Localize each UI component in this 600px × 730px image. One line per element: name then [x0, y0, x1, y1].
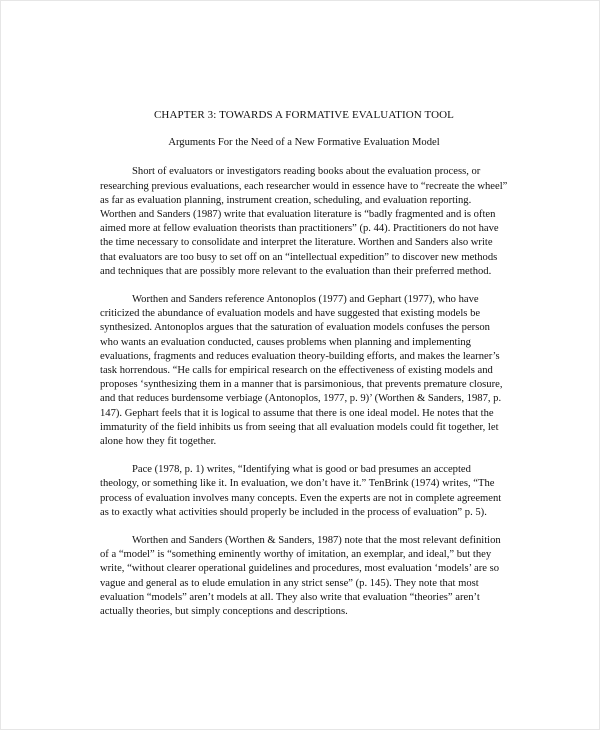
document-body: [100, 108, 508, 619]
paragraph-2: Worthen and Sanders reference Antonoplos (1977) and Gephart (1977), who have criticized the abundance of evaluation models and have suggested that existing models be synthesized. Antonoplos argues that the saturation of evaluation models confuses the person who wants an evaluation conducted, causes problems when planning and implementing evaluations, fragments and reduces evaluation theory-building efforts, and makes the learner’s task horrendous. “He calls for empirical research on the effectiveness of existing models and proposes ‘synthesizing them in a manner that is parsimonious, that prevents premature closure, and that reduces burdensome verbiage (Antonoplos, 1977, p. 9)’ (Worthen & Sanders, 1987, p. 147). Gephart feels that it is logical to assume that there is one ideal model. He notes that the immaturity of the field inhibits us from seeing that all evaluation models could fit together, let alone how they fit together.: [100, 294, 503, 448]
section-subtitle: Arguments For the Need of a New Formative Evaluation Model: [168, 137, 440, 149]
paragraph-3: Pace (1978, p. 1) writes, “Identifying what is good or bad presumes an accepted theology, or something like it. In evaluation, we don’t have it.” TenBrink (1974) writes, “The process of evaluation involves many concepts. Even the experts are not in complete agreement as to exactly what activities should properly be included in the process of evaluation” p. 5).: [100, 464, 502, 518]
chapter-title: CHAPTER 3: TOWARDS A FORMATIVE EVALUATION TOOL: [154, 109, 454, 121]
paragraph-1: Short of evaluators or investigators reading books about the evaluation process, or researching previous evaluations, each researcher would in essence have to “recreate the wheel” as far as evaluation planning, instrument creation, scheduling, and evaluation reporting. Worthen and Sanders (1987) write that evaluation literature is “badly fragmented and is often aimed more at fellow evaluation theorists than practitioners” (p. 44). Practitioners do not have the time necessary to consolidate and interpret the literature. Worthen and Sanders also write that evaluators are too busy to set off on an “intellectual expedition” to discover new methods and techniques that are possibly more relevant to the evaluation than their preferred method.: [100, 166, 508, 277]
paragraph-4: Worthen and Sanders (Worthen & Sanders, 1987) note that the most relevant definition of a “model” is “something eminently worthy of imitation, an exemplar, and ideal,” but they write, “without clearer operational guidelines and procedures, most evaluation ‘models’ are so vague and general as to elude emulation in any strict sense” (p. 145). They note that most evaluation “models” aren’t models at all. They also write that evaluation “theories” aren’t actually theories, but simply conceptions and descriptions.: [100, 535, 501, 618]
